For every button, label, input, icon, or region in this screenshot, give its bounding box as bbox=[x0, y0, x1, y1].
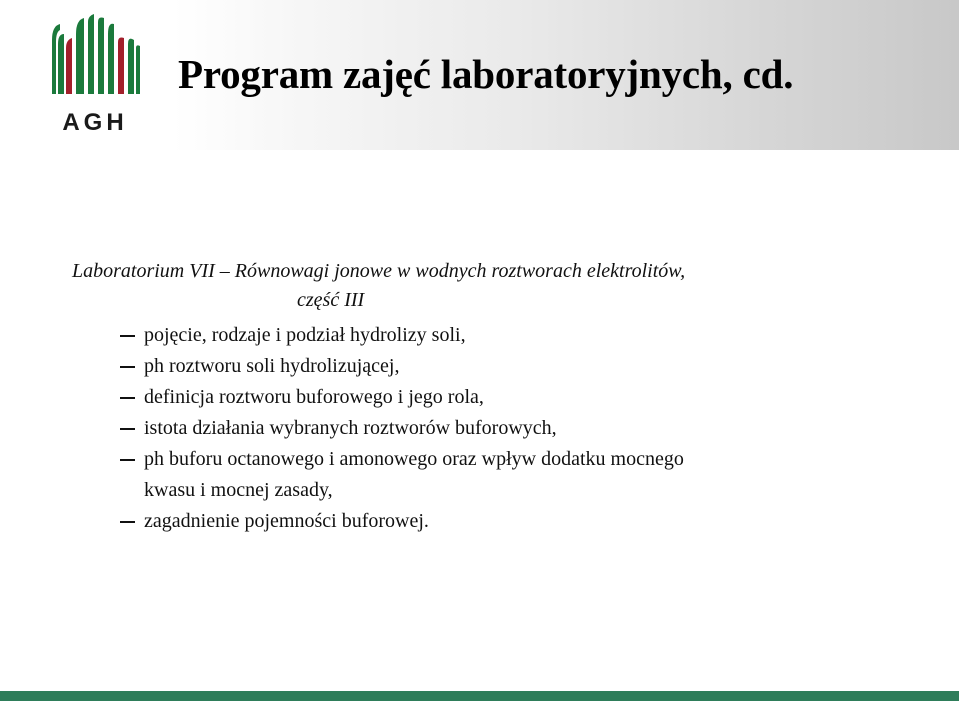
list-item-continuation: kwasu i mocnej zasady, bbox=[144, 479, 333, 501]
list-item-text: pojęcie, rodzaje i podział hydrolizy soli, bbox=[144, 324, 466, 346]
footer-bar bbox=[0, 691, 959, 701]
agh-logo-icon bbox=[50, 14, 140, 136]
list-item-text: definicja roztworu buforowego i jego rola, bbox=[144, 386, 484, 408]
list-item bbox=[120, 320, 684, 351]
agh-logo-text: AGH bbox=[62, 109, 128, 136]
dash-bullet-icon bbox=[120, 459, 135, 461]
slide-title: Program zajęć laboratoryjnych, cd. bbox=[178, 51, 794, 97]
list-item bbox=[120, 413, 684, 444]
list-item bbox=[120, 444, 684, 506]
agh-logo bbox=[50, 14, 140, 136]
list-item-text: zagadnienie pojemności buforowej. bbox=[144, 510, 429, 532]
list-item bbox=[120, 351, 684, 382]
dash-bullet-icon bbox=[120, 397, 135, 399]
lab-heading-line1: Laboratorium VII – Równowagi jonowe w wodnych roztworach elektrolitów, bbox=[72, 260, 686, 282]
dash-bullet-icon bbox=[120, 428, 135, 430]
dash-bullet-icon bbox=[120, 366, 135, 368]
topic-list bbox=[120, 320, 684, 537]
lab-heading bbox=[72, 257, 932, 315]
list-item-text: ph buforu octanowego i amonowego oraz wpływ dodatku mocnego bbox=[144, 448, 684, 470]
list-item-text: ph roztworu soli hydrolizującej, bbox=[144, 355, 400, 377]
dash-bullet-icon bbox=[120, 521, 135, 523]
lab-heading-line2: część III bbox=[297, 289, 365, 311]
list-item bbox=[120, 382, 684, 413]
list-item-text: istota działania wybranych roztworów buforowych, bbox=[144, 417, 557, 439]
dash-bullet-icon bbox=[120, 335, 135, 337]
list-item bbox=[120, 506, 684, 537]
